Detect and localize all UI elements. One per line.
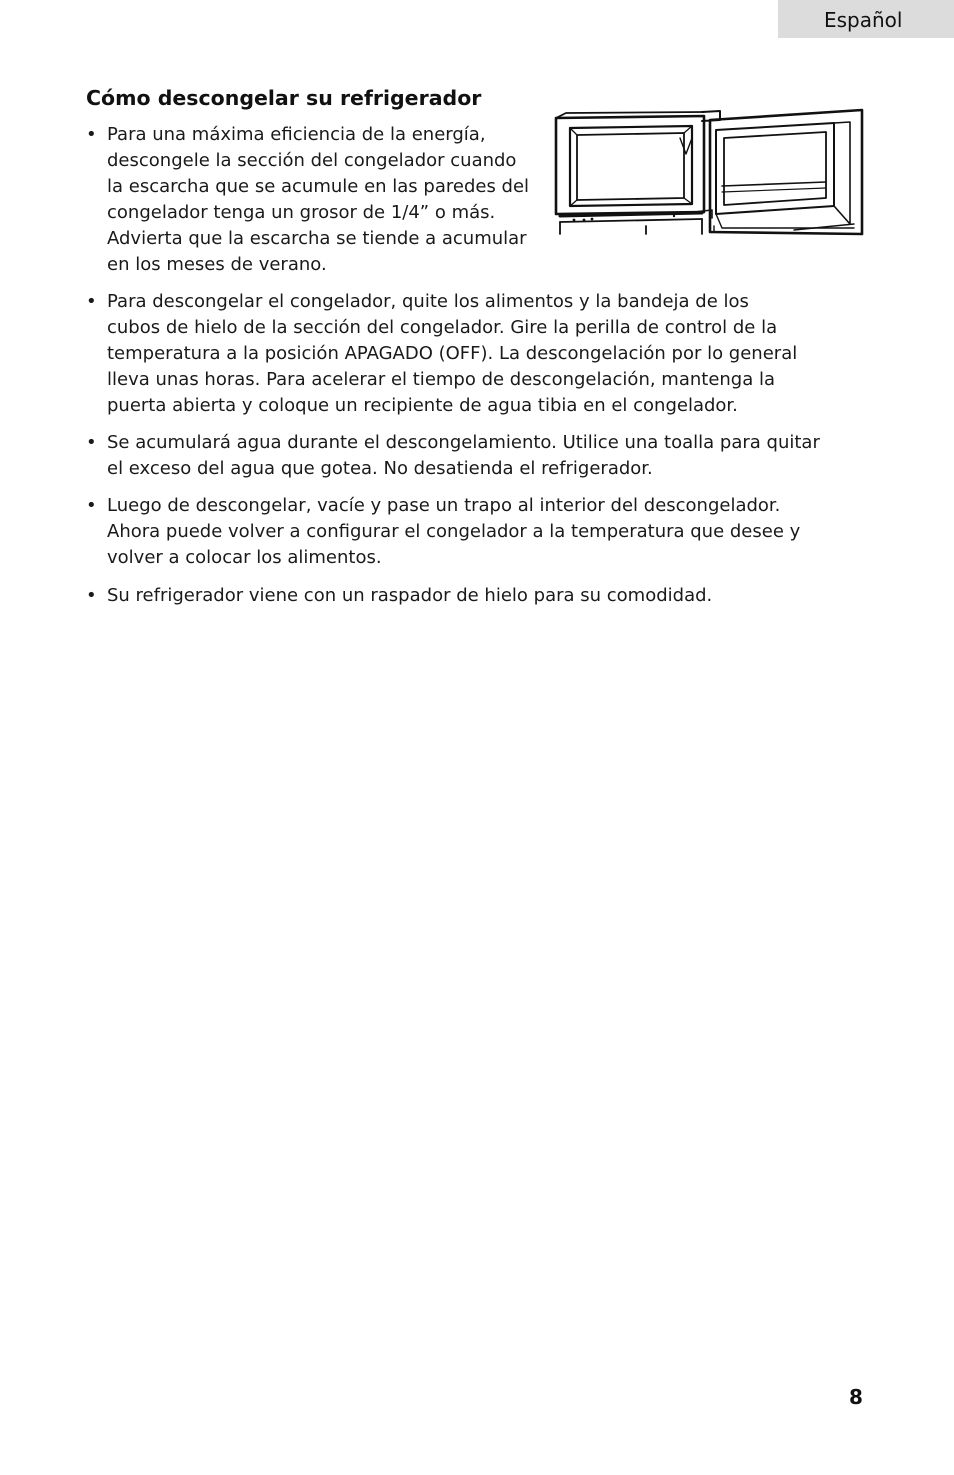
bullet-item	[86, 493, 800, 571]
text-line: la escarcha que se acumule en las paredes del	[107, 176, 530, 197]
bullet-item	[86, 583, 712, 609]
language-tab: Español	[778, 0, 954, 38]
text-line: Se acumulará agua durante el descongelamiento. Utilice una toalla para quitar	[107, 432, 820, 453]
bullet-text	[107, 583, 712, 609]
bullet-marker: •	[86, 291, 97, 312]
bullet-marker: •	[86, 495, 97, 516]
text-line: Luego de descongelar, vacíe y pase un trapo al interior del descongelador.	[107, 495, 781, 516]
text-line: puerta abierta y coloque un recipiente de agua tibia en el congelador.	[107, 395, 738, 416]
text-line: Advierta que la escarcha se tiende a acumular	[107, 228, 527, 249]
text-line: Su refrigerador viene con un raspador de hielo para su comodidad.	[107, 585, 713, 606]
text-line: el exceso del agua que gotea. No desatienda el refrigerador.	[107, 458, 653, 479]
bullet-marker: •	[86, 585, 97, 606]
text-line: congelador tenga un grosor de 1/4” o más.	[107, 202, 496, 223]
bullet-text	[107, 493, 800, 571]
text-line: descongele la sección del congelador cuando	[107, 150, 517, 171]
text-line: Ahora puede volver a configurar el congelador a la temperatura que desee y	[107, 521, 801, 542]
refrigerator-illustration	[554, 108, 866, 238]
text-line: Para descongelar el congelador, quite los alimentos y la bandeja de los	[107, 291, 749, 312]
bullet-item	[86, 430, 820, 482]
bullet-item	[86, 289, 797, 419]
text-line: en los meses de verano.	[107, 254, 327, 275]
bullet-text	[107, 122, 529, 278]
bullet-marker: •	[86, 124, 97, 145]
text-line: cubos de hielo de la sección del congelador. Gire la perilla de control de la	[107, 317, 778, 338]
text-line: Para una máxima eficiencia de la energía,	[107, 124, 486, 145]
bullet-text	[107, 289, 797, 419]
bullet-item	[86, 122, 529, 278]
text-line: volver a colocar los alimentos.	[107, 547, 382, 568]
text-line: temperatura a la posición APAGADO (OFF). La descongelación por lo general	[107, 343, 798, 364]
page-number: 8	[849, 1385, 863, 1409]
bullet-text	[107, 430, 820, 482]
text-line: lleva unas horas. Para acelerar el tiempo de descongelación, mantenga la	[107, 369, 776, 390]
bullet-marker: •	[86, 432, 97, 453]
section-title: Cómo descongelar su refrigerador	[86, 86, 482, 110]
